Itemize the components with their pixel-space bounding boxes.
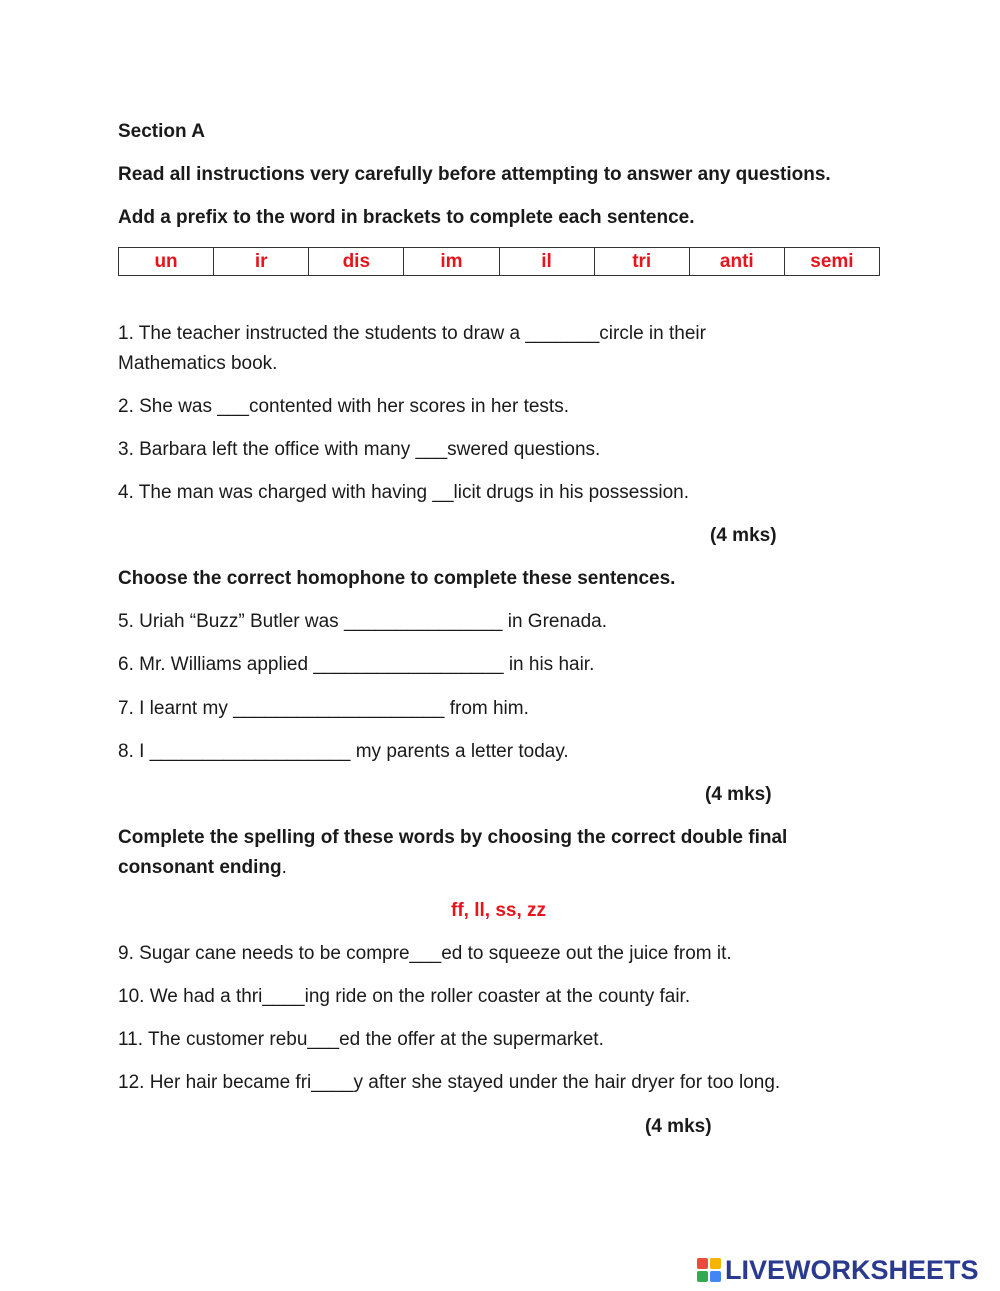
- consonant-heading-line-2: [118, 856, 287, 880]
- section-title: Section A: [118, 121, 205, 142]
- question-12: 12. Her hair became fri____y after she stayed under the hair dryer for too long.: [118, 1072, 781, 1093]
- logo-block: [710, 1258, 721, 1269]
- question-7: 7. I learnt my ____________________ from him.: [118, 698, 529, 719]
- marks-part-3: (4 mks): [645, 1116, 712, 1137]
- prefix-cell: il: [499, 248, 594, 276]
- prefix-table: [118, 247, 880, 276]
- liveworksheets-logo: [697, 1255, 979, 1285]
- prefix-cell: un: [119, 248, 214, 276]
- logo-text: LIVEWORKSHEETS: [725, 1254, 979, 1285]
- prefix-heading: Add a prefix to the word in brackets to complete each sentence.: [118, 207, 695, 228]
- prefix-cell: dis: [309, 248, 404, 276]
- prefix-cell: ir: [214, 248, 309, 276]
- consonant-heading-text: consonant ending: [118, 857, 282, 878]
- consonant-options: ff, ll, ss, zz: [451, 900, 547, 921]
- marks-part-1: (4 mks): [710, 525, 777, 546]
- prefix-cell: anti: [689, 248, 784, 276]
- question-3: 3. Barbara left the office with many ___swered questions.: [118, 439, 601, 460]
- question-10: 10. We had a thri____ing ride on the roller coaster at the county fair.: [118, 986, 691, 1007]
- prefix-cell: semi: [784, 248, 879, 276]
- prefix-cell: tri: [594, 248, 689, 276]
- instructions: Read all instructions very carefully before attempting to answer any questions.: [118, 164, 831, 185]
- consonant-heading-line-1: Complete the spelling of these words by choosing the correct double final: [118, 827, 788, 848]
- question-1-line-2: Mathematics book.: [118, 353, 278, 374]
- question-1-line-1: 1. The teacher instructed the students to draw a _______circle in their: [118, 323, 706, 344]
- question-11: 11. The customer rebu___ed the offer at the supermarket.: [118, 1029, 604, 1050]
- prefix-cell: im: [404, 248, 499, 276]
- question-9: 9. Sugar cane needs to be compre___ed to squeeze out the juice from it.: [118, 943, 732, 964]
- question-8: 8. I ___________________ my parents a letter today.: [118, 741, 569, 762]
- question-2: 2. She was ___contented with her scores in her tests.: [118, 396, 569, 417]
- question-6: 6. Mr. Williams applied __________________ in his hair.: [118, 654, 595, 675]
- logo-block: [697, 1271, 708, 1282]
- homophone-heading: Choose the correct homophone to complete these sentences.: [118, 568, 676, 589]
- logo-block: [697, 1258, 708, 1269]
- logo-block: [710, 1271, 721, 1282]
- consonant-heading-period: .: [281, 857, 287, 878]
- question-5: 5. Uriah “Buzz” Butler was _______________ in Grenada.: [118, 611, 608, 632]
- question-4: 4. The man was charged with having __licit drugs in his possession.: [118, 482, 690, 503]
- logo-blocks-icon: [697, 1258, 721, 1282]
- marks-part-2: (4 mks): [705, 784, 772, 805]
